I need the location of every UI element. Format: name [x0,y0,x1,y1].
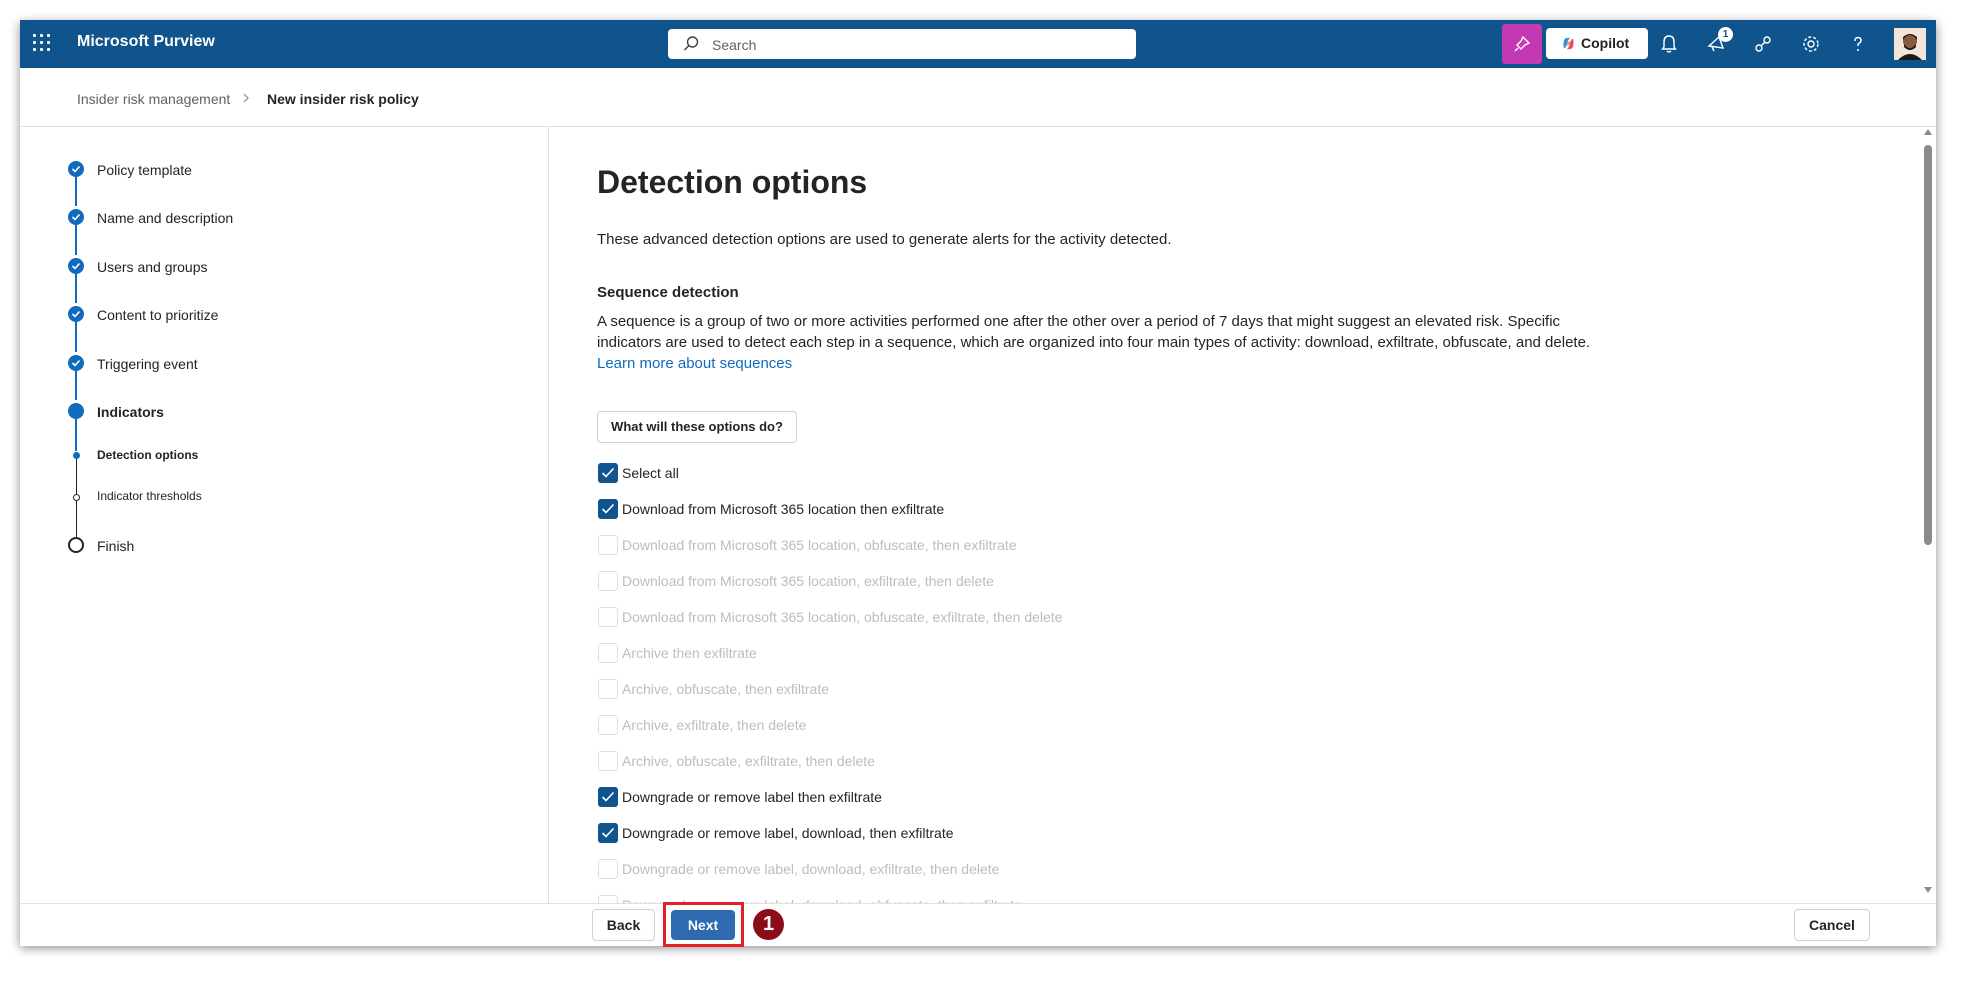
learn-more-link[interactable]: Learn more about sequences [597,355,793,372]
main-content [549,127,1923,903]
page-title: Detection options [597,164,868,200]
search-icon [682,35,700,58]
option-label: Downgrade or remove label, download, then exfiltrate [622,825,954,841]
back-button[interactable]: Back [592,909,655,941]
substep-pending-icon [73,494,80,501]
app-title[interactable]: Microsoft Purview [77,33,215,50]
connections-icon[interactable] [1751,32,1775,56]
step-connector [75,370,77,400]
option-label: Select all [622,465,679,481]
user-avatar[interactable] [1894,28,1926,60]
step-connector [75,418,77,451]
breadcrumb-current: New insider risk policy [267,91,419,107]
option-label: Download from Microsoft 365 location, exfiltrate, then delete [622,573,994,589]
scroll-thumb[interactable] [1924,145,1932,545]
checkbox-unchecked [598,535,618,555]
option-label: Download from Microsoft 365 location, obfuscate, then exfiltrate [622,537,1017,553]
top-bar [20,20,1936,68]
step-callout-badge: 1 [753,909,784,940]
checkbox-unchecked [598,859,618,879]
section-description [597,311,1597,374]
step-detection-options[interactable]: Detection options [97,448,199,462]
checkbox-checked[interactable] [598,787,618,807]
option-label: Download from Microsoft 365 location, obfuscate, exfiltrate, then delete [622,609,1063,625]
step-connector [75,224,77,255]
checkbox-unchecked [598,679,618,699]
checkbox-unchecked [598,571,618,591]
copilot-icon [1562,37,1575,50]
copilot-button[interactable] [1546,28,1648,59]
search-box[interactable] [668,29,1136,59]
scroll-down-arrow-icon[interactable] [1924,887,1932,893]
step-users-groups[interactable]: Users and groups [97,259,208,275]
wizard-footer [20,903,1936,946]
purple-action-button[interactable] [1502,24,1542,64]
next-button[interactable]: Next [671,910,735,940]
step-completed-icon [68,355,84,371]
notification-badge: 1 [1718,27,1733,42]
help-icon[interactable] [1846,32,1870,56]
step-connector [75,176,77,206]
step-name-description[interactable]: Name and description [97,210,234,226]
step-content-prioritize[interactable]: Content to prioritize [97,307,219,323]
checkmark-icon [601,827,615,839]
checkmark-icon [601,503,615,515]
intro-text: These advanced detection options are used to generate alerts for the activity detected. [597,231,1172,248]
gear-icon[interactable] [1799,32,1823,56]
section-description-text: A sequence is a group of two or more activities performed one after the other over a period of 7 days that might suggest an elevated risk. Specific indicators are used to detect each step in a sequence, which are organized into four main types of activity: download, exfiltrate, obfuscate, and delete. [597,313,1591,351]
search-input[interactable] [710,34,1114,56]
scrollbar[interactable] [1920,127,1936,903]
pin-icon [1513,35,1531,53]
checkbox-checked[interactable] [598,463,618,483]
step-completed-icon [68,258,84,274]
avatar-image [1894,28,1926,60]
checkbox-checked[interactable] [598,499,618,519]
app-launcher-icon[interactable] [33,34,53,54]
step-finish[interactable]: Finish [97,538,135,554]
checkbox-unchecked [598,715,618,735]
wizard-steps [20,127,549,903]
section-title: Sequence detection [597,284,739,301]
step-policy-template[interactable]: Policy template [97,162,192,178]
breadcrumb [20,68,1936,127]
breadcrumb-insider-risk[interactable]: Insider risk management [77,91,231,107]
bell-icon[interactable] [1657,32,1681,56]
option-label: Downgrade or remove label then exfiltrate [622,789,882,805]
step-connector [75,321,77,352]
chevron-right-icon [241,90,251,106]
scroll-up-arrow-icon[interactable] [1924,129,1932,135]
step-completed-icon [68,161,84,177]
checkmark-icon [601,467,615,479]
checkbox-unchecked [598,607,618,627]
substep-current-icon [73,452,80,459]
step-connector [76,500,77,537]
app-window [20,20,1936,945]
step-completed-icon [68,209,84,225]
checkbox-checked[interactable] [598,823,618,843]
option-label: Archive then exfiltrate [622,645,757,661]
copilot-label: Copilot [1581,35,1630,51]
option-label: Download from Microsoft 365 location then exfiltrate [622,501,945,517]
step-pending-icon [68,537,84,553]
step-indicator-thresholds[interactable]: Indicator thresholds [97,489,202,503]
step-connector [76,458,77,494]
what-options-do-button[interactable]: What will these options do? [597,411,797,443]
checkbox-unchecked [598,643,618,663]
option-label: Archive, obfuscate, then exfiltrate [622,681,829,697]
option-label: Archive, obfuscate, exfiltrate, then delete [622,753,875,769]
option-label: Archive, exfiltrate, then delete [622,717,807,733]
step-current-icon [68,403,84,419]
checkbox-unchecked [598,751,618,771]
step-completed-icon [68,306,84,322]
option-label: Downgrade or remove label, download, exfiltrate, then delete [622,861,1000,877]
step-connector [75,273,77,303]
step-triggering-event[interactable]: Triggering event [97,356,198,372]
checkmark-icon [601,791,615,803]
cancel-button[interactable]: Cancel [1794,909,1870,941]
step-indicators[interactable]: Indicators [97,404,164,420]
